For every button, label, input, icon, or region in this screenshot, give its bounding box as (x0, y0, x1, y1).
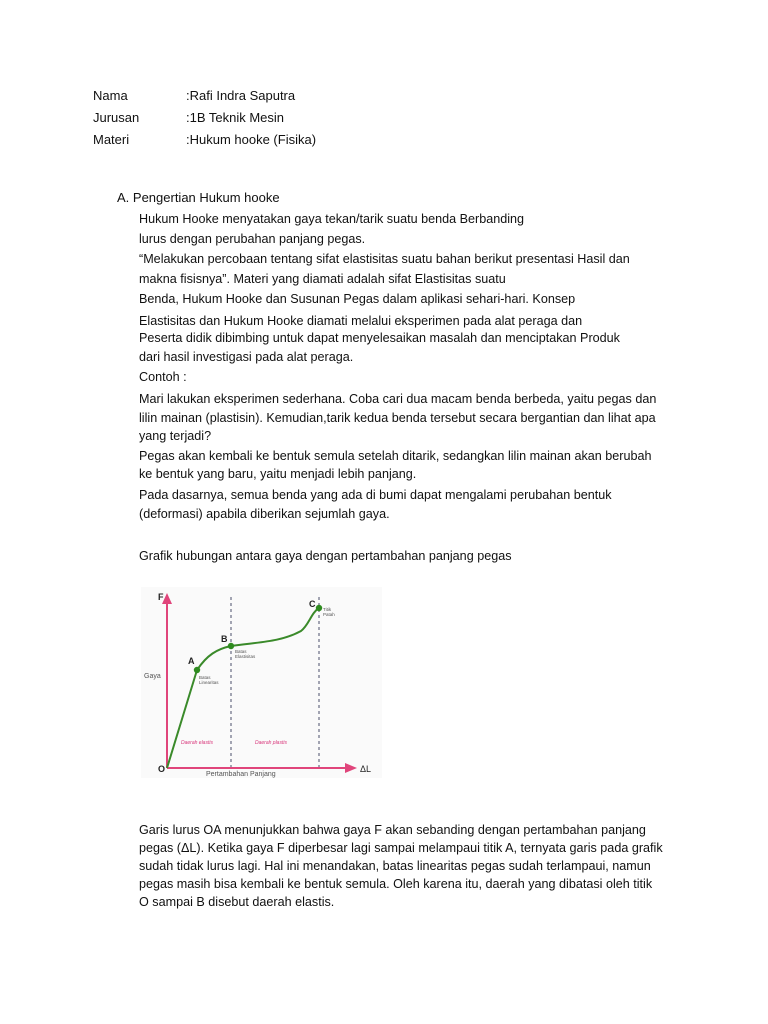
graph-caption: Grafik hubungan antara gaya dengan pertambahan panjang pegas (139, 549, 512, 563)
label-b-line2: Elastisitas (235, 654, 256, 659)
explanation-line: sudah tidak lurus lagi. Hal ini menandakan, batas linearitas pegas sudah terlampaui, namun (139, 859, 651, 873)
body-line: yang terjadi? (139, 429, 212, 443)
field-value: :Rafi Indra Saputra (186, 88, 296, 103)
point-c-marker (316, 605, 322, 611)
field-value: :1B Teknik Mesin (186, 110, 285, 125)
body-line: dari hasil investigasi pada alat peraga. (139, 350, 354, 364)
point-b-letter: B (221, 634, 228, 644)
point-b-marker (228, 643, 234, 649)
region-plastic-label: Daerah plastis (255, 740, 287, 746)
field-value: :Hukum hooke (Fisika) (186, 132, 317, 147)
body-line: Contoh : (139, 370, 187, 384)
explanation-line: Garis lurus OA menunjukkan bahwa gaya F akan sebanding dengan pertambahan panjang (139, 823, 646, 837)
body-line: Benda, Hukum Hooke dan Susunan Pegas dalam aplikasi sehari-hari. Konsep (139, 292, 576, 306)
label-a-line2: Linearitas (199, 680, 219, 685)
field-key: Nama (93, 88, 128, 103)
x-axis-arrow (345, 763, 357, 773)
label-b-line1: Batas (235, 649, 247, 654)
body-line: lilin mainan (plastisin). Kemudian,tarik kedua benda tersebut secara bergantian dan lihat apa (139, 411, 656, 425)
label-a-line1: Batas (199, 675, 211, 680)
field-key: Jurusan (93, 110, 140, 125)
body-line: ke bentuk yang baru, yaitu menjadi lebih panjang. (139, 467, 417, 481)
label-c-line2: Patah (323, 612, 335, 617)
hooke-graph-figure (141, 587, 382, 778)
explanation-line: pegas (ΔL). Ketika gaya F diperbesar lagi sampai melampaui titik A, ternyata garis pada grafik (139, 841, 663, 855)
body-line: (deformasi) apabila diberikan sejumlah gaya. (139, 507, 390, 521)
y-axis-letter: F (158, 592, 164, 602)
x-axis-label: Pertambahan Panjang (206, 771, 276, 778)
hooke-graph-svg (141, 587, 382, 778)
body-line: Pada dasarnya, semua benda yang ada di bumi dapat mengalami perubahan bentuk (139, 488, 612, 502)
body-line: Peserta didik dibimbing untuk dapat menyelesaikan masalah dan menciptakan Produk (139, 331, 620, 345)
point-a-letter: A (188, 656, 195, 666)
point-c-letter: C (309, 599, 316, 609)
body-line: lurus dengan perubahan panjang pegas. (139, 232, 366, 246)
body-line: makna fisisnya”. Materi yang diamati adalah sifat Elastisitas suatu (139, 272, 506, 286)
x-axis-letter: ΔL (360, 764, 372, 774)
section-heading: A. Pengertian Hukum hooke (117, 190, 280, 205)
y-axis-arrow (162, 593, 172, 604)
body-line: “Melakukan percobaan tentang sifat elastisitas suatu bahan berikut presentasi Hasil dan (139, 252, 630, 266)
body-line: Hukum Hooke menyatakan gaya tekan/tarik suatu benda Berbanding (139, 212, 525, 226)
explanation-line: pegas masih bisa kembali ke bentuk semula. Oleh karena itu, daerah yang dibatasi oleh titik (139, 877, 653, 891)
region-elastic-label: Daerah elastis (181, 740, 213, 746)
body-line: Pegas akan kembali ke bentuk semula setelah ditarik, sedangkan lilin mainan akan berubah (139, 449, 652, 463)
explanation-line: O sampai B disebut daerah elastis. (139, 895, 335, 909)
body-line: Mari lakukan eksperimen sederhana. Coba cari dua macam benda berbeda, yaitu pegas dan (139, 392, 657, 406)
y-axis-label: Gaya (144, 673, 161, 680)
origin-label: O (158, 764, 166, 774)
body-line: Elastisitas dan Hukum Hooke diamati melalui eksperimen pada alat peraga dan (139, 314, 583, 328)
label-c-line1: Titik (323, 607, 332, 612)
point-a-marker (194, 667, 200, 673)
field-key: Materi (93, 132, 130, 147)
